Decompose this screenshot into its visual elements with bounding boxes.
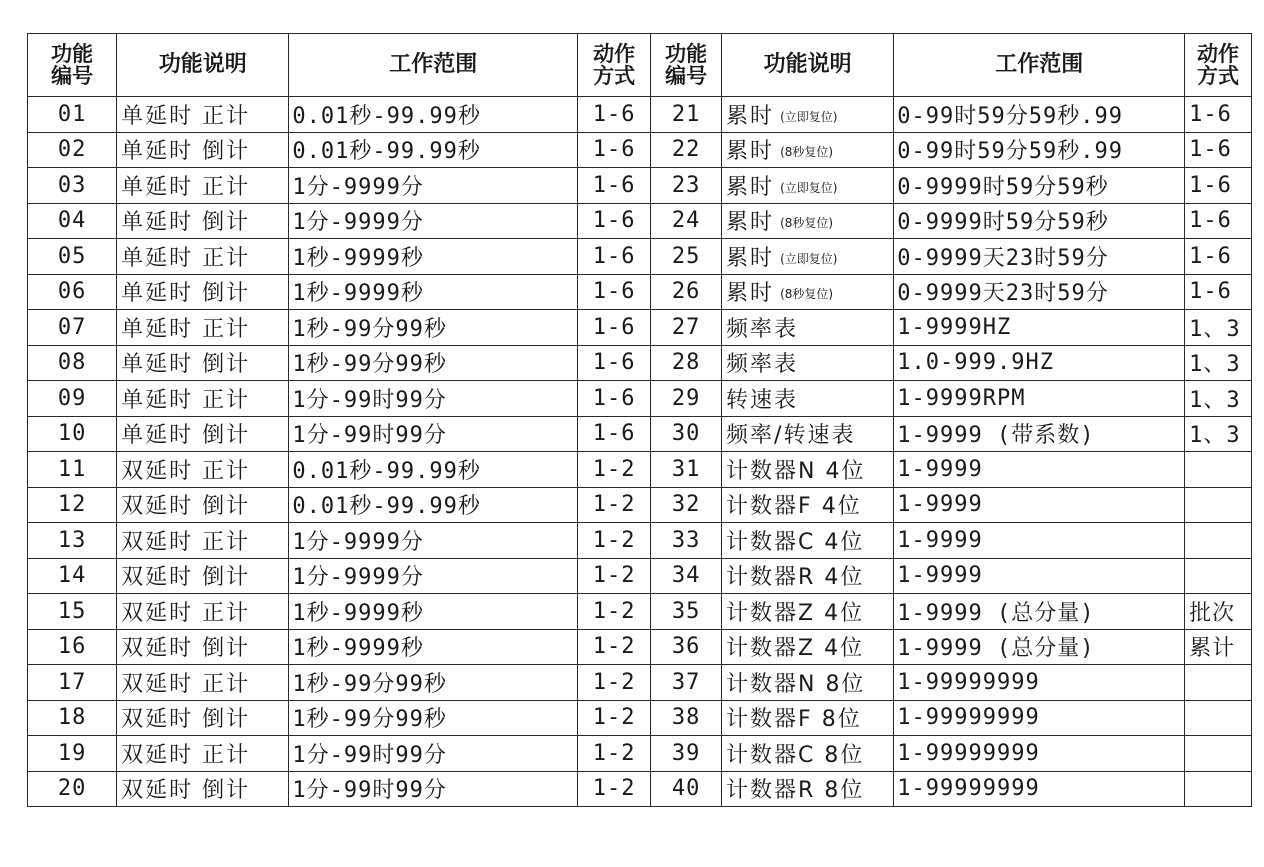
- function-description: 单延时 倒计: [117, 274, 289, 310]
- function-description: 双延时 倒计: [117, 629, 289, 665]
- action-mode: [1185, 665, 1252, 701]
- working-range: 0.01秒-99.99秒: [289, 132, 578, 168]
- action-mode: 1-6: [1185, 168, 1252, 204]
- function-code: 23: [651, 168, 722, 204]
- function-description-text: 频率表: [726, 352, 799, 378]
- working-range: 1分-99时99分: [289, 381, 578, 417]
- table-row: [28, 274, 1252, 310]
- function-description: [722, 629, 894, 665]
- function-description: 单延时 倒计: [117, 132, 289, 168]
- function-code: 35: [651, 594, 722, 630]
- working-range: 0-9999时59分59秒: [894, 168, 1185, 204]
- function-code: 17: [28, 665, 117, 701]
- action-mode: 1-6: [1185, 203, 1252, 239]
- table-row: [28, 345, 1252, 381]
- table-row: [28, 736, 1252, 772]
- working-range: 0-99时59分59秒.99: [894, 132, 1185, 168]
- action-mode: [1185, 700, 1252, 736]
- action-mode: 1-6: [578, 97, 651, 133]
- function-description: 双延时 倒计: [117, 487, 289, 523]
- function-code: 15: [28, 594, 117, 630]
- table-row: [28, 629, 1252, 665]
- reset-mode-note: (立即复位): [780, 180, 838, 195]
- function-code: 24: [651, 203, 722, 239]
- function-description: 双延时 正计: [117, 594, 289, 630]
- table-row: [28, 700, 1252, 736]
- function-code: 28: [651, 345, 722, 381]
- action-mode: 1-2: [578, 452, 651, 488]
- function-code: 38: [651, 700, 722, 736]
- table-row: [28, 168, 1252, 204]
- working-range: 1秒-99分99秒: [289, 665, 578, 701]
- function-description: [722, 700, 894, 736]
- function-description-text: 累时: [726, 174, 775, 200]
- function-description: 双延时 倒计: [117, 771, 289, 807]
- action-mode: 1-2: [578, 523, 651, 559]
- table-row: [28, 665, 1252, 701]
- function-description-text: 频率表: [726, 316, 799, 342]
- action-mode: [1185, 452, 1252, 488]
- function-description-text: 计数器N 4位: [726, 458, 866, 484]
- table-row: [28, 381, 1252, 417]
- function-description-text: 累时: [726, 139, 775, 165]
- working-range: 1秒-99分99秒: [289, 345, 578, 381]
- action-mode: 1-6: [1185, 274, 1252, 310]
- action-mode: 1-6: [578, 203, 651, 239]
- function-description: [722, 523, 894, 559]
- function-code: 07: [28, 310, 117, 346]
- function-description: [722, 239, 894, 275]
- function-description: [722, 416, 894, 452]
- function-description: [722, 665, 894, 701]
- function-description-text: 计数器Z 4位: [726, 600, 865, 626]
- function-description: 单延时 正计: [117, 310, 289, 346]
- function-description: 单延时 正计: [117, 168, 289, 204]
- reset-mode-note: (8秒复位): [780, 287, 834, 302]
- function-description: [722, 736, 894, 772]
- function-description: 单延时 倒计: [117, 203, 289, 239]
- table-row: [28, 310, 1252, 346]
- function-code: 26: [651, 274, 722, 310]
- table-row: [28, 771, 1252, 807]
- function-description-text: 计数器R 8位: [726, 778, 865, 804]
- header-description-right: 功能说明: [722, 34, 894, 97]
- working-range: 1-9999: [894, 487, 1185, 523]
- function-code: 32: [651, 487, 722, 523]
- function-code: 02: [28, 132, 117, 168]
- working-range: 1分-9999分: [289, 523, 578, 559]
- action-mode: 1-6: [1185, 132, 1252, 168]
- function-code: 19: [28, 736, 117, 772]
- function-description: 双延时 倒计: [117, 558, 289, 594]
- working-range: 1秒-99分99秒: [289, 700, 578, 736]
- action-mode: 1-2: [578, 558, 651, 594]
- function-description: [722, 97, 894, 133]
- action-mode: [1185, 736, 1252, 772]
- working-range: 1-99999999: [894, 700, 1185, 736]
- header-action-left: 动作 方式: [578, 34, 651, 97]
- function-description-text: 计数器C 4位: [726, 529, 865, 555]
- function-description: 单延时 倒计: [117, 345, 289, 381]
- function-code: 14: [28, 558, 117, 594]
- action-mode: 1-6: [578, 168, 651, 204]
- reset-mode-note: (8秒复位): [780, 216, 834, 231]
- action-mode: 1、3: [1185, 345, 1252, 381]
- working-range: 1-99999999: [894, 771, 1185, 807]
- function-code: 31: [651, 452, 722, 488]
- working-range: 1秒-9999秒: [289, 239, 578, 275]
- function-code: 37: [651, 665, 722, 701]
- working-range: 0-9999天23时59分: [894, 239, 1185, 275]
- function-code: 01: [28, 97, 117, 133]
- function-code: 30: [651, 416, 722, 452]
- function-description-text: 累时: [726, 210, 775, 236]
- table-row: [28, 416, 1252, 452]
- action-mode: 1-6: [1185, 239, 1252, 275]
- header-description-left: 功能说明: [117, 34, 289, 97]
- function-description: [722, 345, 894, 381]
- function-description-text: 累时: [726, 281, 775, 307]
- working-range: 1秒-99分99秒: [289, 310, 578, 346]
- function-description: [722, 203, 894, 239]
- table-row: [28, 523, 1252, 559]
- table-row: [28, 97, 1252, 133]
- function-description: 双延时 倒计: [117, 700, 289, 736]
- action-mode: 1-6: [578, 239, 651, 275]
- working-range: 1-9999 (总分量): [894, 629, 1185, 665]
- function-description: [722, 594, 894, 630]
- function-description-text: 计数器Z 4位: [726, 636, 865, 662]
- working-range: 1秒-9999秒: [289, 594, 578, 630]
- function-code: 20: [28, 771, 117, 807]
- function-code: 05: [28, 239, 117, 275]
- function-description: 单延时 倒计: [117, 416, 289, 452]
- working-range: 1-9999: [894, 452, 1185, 488]
- function-description: 双延时 正计: [117, 523, 289, 559]
- working-range: 1分-99时99分: [289, 736, 578, 772]
- working-range: 1-9999: [894, 523, 1185, 559]
- function-code: 25: [651, 239, 722, 275]
- function-description: 双延时 正计: [117, 452, 289, 488]
- working-range: 0.01秒-99.99秒: [289, 97, 578, 133]
- function-code: 11: [28, 452, 117, 488]
- action-mode: 累计: [1185, 629, 1252, 665]
- function-code: 04: [28, 203, 117, 239]
- header-range-left: 工作范围: [289, 34, 578, 97]
- action-mode: 1、3: [1185, 310, 1252, 346]
- function-code: 06: [28, 274, 117, 310]
- header-code-right: 功能 编号: [651, 34, 722, 97]
- function-description-text: 计数器R 4位: [726, 565, 865, 591]
- action-mode: 1-6: [578, 345, 651, 381]
- function-description: 单延时 正计: [117, 239, 289, 275]
- function-code: 40: [651, 771, 722, 807]
- working-range: 1分-9999分: [289, 168, 578, 204]
- function-code: 22: [651, 132, 722, 168]
- action-mode: [1185, 558, 1252, 594]
- action-mode: 1、3: [1185, 416, 1252, 452]
- function-description: [722, 558, 894, 594]
- working-range: 1-99999999: [894, 665, 1185, 701]
- working-range: 1.0-999.9HZ: [894, 345, 1185, 381]
- working-range: 1分-9999分: [289, 203, 578, 239]
- working-range: 1-99999999: [894, 736, 1185, 772]
- function-code: 21: [651, 97, 722, 133]
- function-code: 08: [28, 345, 117, 381]
- action-mode: 1-6: [578, 274, 651, 310]
- function-code: 16: [28, 629, 117, 665]
- working-range: 1-9999 (总分量): [894, 594, 1185, 630]
- function-code: 39: [651, 736, 722, 772]
- function-description-text: 计数器N 8位: [726, 671, 866, 697]
- table-body: [28, 97, 1252, 807]
- function-code: 10: [28, 416, 117, 452]
- function-description: [722, 452, 894, 488]
- header-code-left: 功能 编号: [28, 34, 117, 97]
- header-row: [28, 34, 1252, 97]
- action-mode: 1-6: [1185, 97, 1252, 133]
- action-mode: [1185, 771, 1252, 807]
- function-description: 双延时 正计: [117, 665, 289, 701]
- action-mode: 1、3: [1185, 381, 1252, 417]
- function-code: 29: [651, 381, 722, 417]
- action-mode: 1-6: [578, 381, 651, 417]
- action-mode: 1-6: [578, 416, 651, 452]
- working-range: 1-9999 (带系数): [894, 416, 1185, 452]
- action-mode: 1-2: [578, 771, 651, 807]
- table-row: [28, 239, 1252, 275]
- function-code: 12: [28, 487, 117, 523]
- reset-mode-note: (立即复位): [780, 109, 838, 124]
- action-mode: [1185, 487, 1252, 523]
- header-range-right: 工作范围: [894, 34, 1185, 97]
- function-code: 36: [651, 629, 722, 665]
- function-code: 34: [651, 558, 722, 594]
- function-code: 18: [28, 700, 117, 736]
- working-range: 1-9999HZ: [894, 310, 1185, 346]
- function-code: 27: [651, 310, 722, 346]
- working-range: 1分-99时99分: [289, 771, 578, 807]
- function-description: 单延时 正计: [117, 97, 289, 133]
- action-mode: 1-2: [578, 700, 651, 736]
- function-code: 09: [28, 381, 117, 417]
- table-row: [28, 452, 1252, 488]
- action-mode: 1-2: [578, 629, 651, 665]
- action-mode: 1-2: [578, 665, 651, 701]
- action-mode: 1-2: [578, 736, 651, 772]
- function-description: [722, 487, 894, 523]
- function-description: 单延时 正计: [117, 381, 289, 417]
- working-range: 1分-99时99分: [289, 416, 578, 452]
- working-range: 0-99时59分59秒.99: [894, 97, 1185, 133]
- function-spec-table: [27, 33, 1252, 807]
- function-description-text: 计数器C 8位: [726, 742, 865, 768]
- table-row: [28, 558, 1252, 594]
- function-description-text: 计数器F 8位: [726, 707, 862, 733]
- working-range: 1秒-9999秒: [289, 629, 578, 665]
- working-range: 1-9999RPM: [894, 381, 1185, 417]
- table-row: [28, 487, 1252, 523]
- working-range: 1-9999: [894, 558, 1185, 594]
- function-description-text: 累时: [726, 245, 775, 271]
- header-action-right: 动作 方式: [1185, 34, 1252, 97]
- function-description-text: 频率/转速表: [726, 423, 856, 449]
- function-description: [722, 310, 894, 346]
- function-description: [722, 381, 894, 417]
- action-mode: 1-2: [578, 594, 651, 630]
- function-description: [722, 771, 894, 807]
- action-mode: 1-6: [578, 132, 651, 168]
- function-description: [722, 274, 894, 310]
- action-mode: 批次: [1185, 594, 1252, 630]
- working-range: 1秒-9999秒: [289, 274, 578, 310]
- action-mode: 1-2: [578, 487, 651, 523]
- action-mode: [1185, 523, 1252, 559]
- function-description-text: 计数器F 4位: [726, 494, 862, 520]
- table-row: [28, 132, 1252, 168]
- table-row: [28, 203, 1252, 239]
- function-description: [722, 132, 894, 168]
- function-description-text: 累时: [726, 103, 775, 129]
- function-description: 双延时 正计: [117, 736, 289, 772]
- reset-mode-note: (8秒复位): [780, 145, 834, 160]
- function-code: 03: [28, 168, 117, 204]
- working-range: 0.01秒-99.99秒: [289, 452, 578, 488]
- table-row: [28, 594, 1252, 630]
- function-description-text: 转速表: [726, 387, 799, 413]
- working-range: 1分-9999分: [289, 558, 578, 594]
- reset-mode-note: (立即复位): [780, 251, 838, 266]
- working-range: 0-9999时59分59秒: [894, 203, 1185, 239]
- function-code: 13: [28, 523, 117, 559]
- function-description: [722, 168, 894, 204]
- function-code: 33: [651, 523, 722, 559]
- working-range: 0.01秒-99.99秒: [289, 487, 578, 523]
- working-range: 0-9999天23时59分: [894, 274, 1185, 310]
- action-mode: 1-6: [578, 310, 651, 346]
